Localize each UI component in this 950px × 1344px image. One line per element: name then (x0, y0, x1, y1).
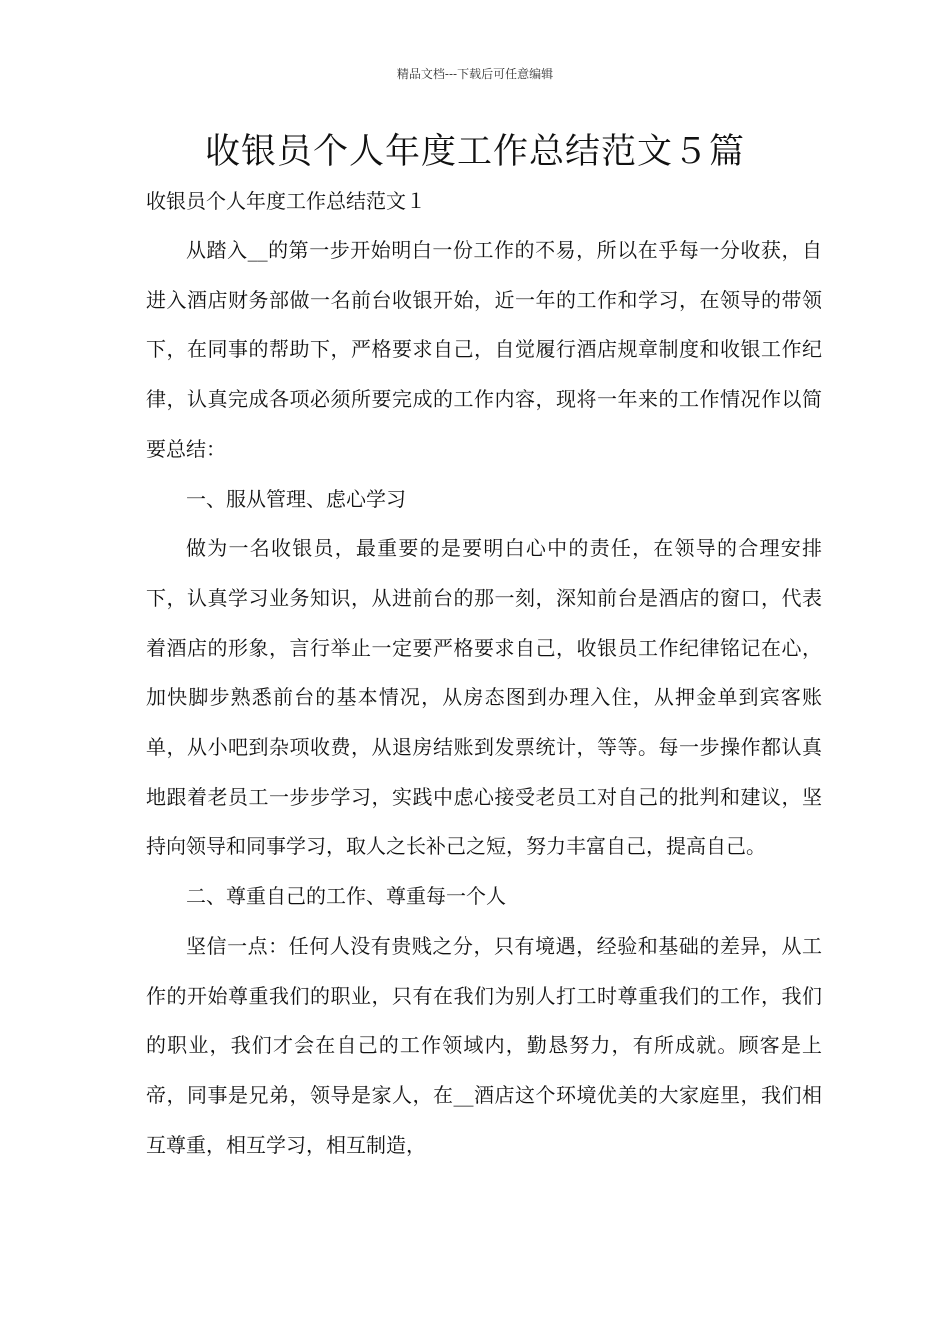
header-note: 精品文档---下载后可任意编辑 (396, 67, 554, 81)
paragraph-section-2: 坚信一点：任何人没有贵贱之分，只有境遇，经验和基础的差异，从工作的开始尊重我们的职业，只有在我们为别人打工时尊重我们的工作，我们的职业，我们才会在自己的工作领域内，勤恳努力，有所成就。顾客是上帝，同事是兄弟，领导是家人，在__酒店这个环境优美的大家庭里，我们相互尊重，相互学习，相互制造， (146, 933, 822, 1157)
section-subtitle: 收银员个人年度工作总结范文１ (146, 189, 426, 213)
heading-section-1: 一、服从管理、虑心学习 (186, 486, 406, 511)
document-body (146, 226, 822, 1170)
paragraph-section-1: 做为一名收银员，最重要的是要明白心中的责任，在领导的合理安排下，认真学习业务知识，从进前台的那一刻，深知前台是酒店的窗口，代表着酒店的形象，言行举止一定要严格要求自己，收银员工作纪律铭记在心，加快脚步熟悉前台的基本情况，从房态图到办理入住，从押金单到宾客账单，从小吧到杂项收费，从退房结账到发票统计，等等。每一步操作都认真地跟着老员工一步步学习，实践中虑心接受老员工对自己的批判和建议，坚持向领导和同事学习，取人之长补己之短，努力丰富自己，提高自己。 (146, 536, 822, 859)
heading-section-2: 二、尊重自己的工作、尊重每一个人 (186, 884, 506, 909)
paragraph-intro: 从踏入__的第一步开始明白一份工作的不易，所以在乎每一分收获，自进入酒店财务部做一名前台收银开始，近一年的工作和学习，在领导的带领下，在同事的帮助下，严格要求自己，自觉履行酒店规章制度和收银工作纪律，认真完成各项必须所要完成的工作内容，现将一年来的工作情况作以简要总结： (146, 238, 822, 461)
document-title: 收银员个人年度工作总结范文５篇 (204, 132, 745, 172)
